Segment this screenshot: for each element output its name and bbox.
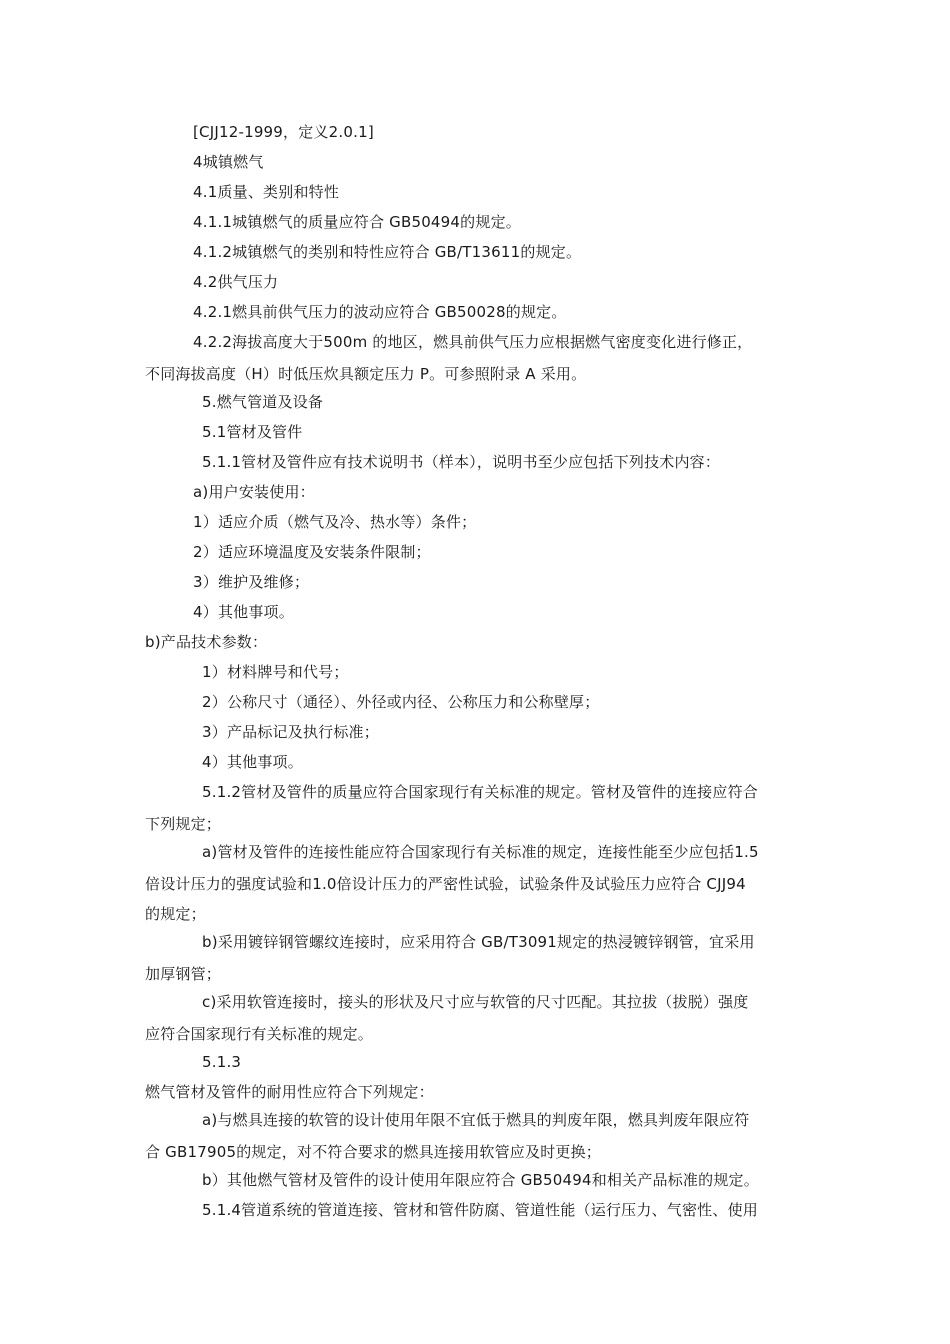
text-line: 加厚钢管； [145, 965, 222, 983]
text-line: a)管材及管件的连接性能应符合国家现行有关标准的规定，连接性能至少应包括1.5 [202, 843, 759, 861]
text-line: c)采用软管连接时，接头的形状及尺寸应与软管的尺寸匹配。其拉拔（拔脱）强度 [202, 993, 749, 1011]
list-item: 1）适应介质（燃气及冷、热水等）条件； [193, 513, 477, 531]
list-item: 1）材料牌号和代号； [202, 663, 349, 681]
text-line: 不同海拔高度（H）时低压炊具额定压力 P。可参照附录 A 采用。 [145, 365, 587, 383]
text-line: 5.1.2管材及管件的质量应符合国家现行有关标准的规定。管材及管件的连接应符合 [202, 783, 758, 801]
text-line: b）其他燃气管材及管件的设计使用年限应符合 GB50494和相关产品标准的规定。 [202, 1171, 759, 1189]
text-line: 的规定； [145, 905, 206, 923]
list-item: 4）其他事项。 [202, 753, 303, 771]
section-heading: 4.1质量、类别和特性 [193, 183, 340, 201]
list-item: 3）产品标记及执行标准； [202, 723, 379, 741]
text-line: a)与燃具连接的软管的设计使用年限不宜低于燃具的判废年限，燃具判废年限应符 [202, 1111, 750, 1129]
list-item: 2）公称尺寸（通径）、外径或内径、公称压力和公称壁厚； [202, 693, 600, 711]
text-line: 合 GB17905的规定，对不符合要求的燃具连接用软管应及时更换； [145, 1143, 602, 1161]
list-item: a)用户安装使用： [193, 483, 315, 501]
list-item: 4）其他事项。 [193, 603, 294, 621]
text-line: 4.1.1城镇燃气的质量应符合 GB50494的规定。 [193, 213, 521, 231]
section-heading: 5.1.3 [202, 1053, 242, 1071]
text-line: b)采用镀锌钢管螺纹连接时，应采用符合 GB/T3091规定的热浸镀锌钢管，宜采用 [202, 933, 755, 951]
list-item: b)产品技术参数： [145, 633, 268, 651]
section-heading: 4城镇燃气 [193, 153, 264, 171]
list-item: 2）适应环境温度及安装条件限制； [193, 543, 431, 561]
text-line: 下列规定； [145, 815, 222, 833]
text-line: 4.2.1燃具前供气压力的波动应符合 GB50028的规定。 [193, 303, 567, 321]
text-line: 5.1.1管材及管件应有技术说明书（样本），说明书至少应包括下列技术内容： [202, 453, 721, 471]
text-line: 燃气管材及管件的耐用性应符合下列规定： [145, 1083, 434, 1101]
text-line: 应符合国家现行有关标准的规定。 [145, 1025, 374, 1043]
text-line: 5.1.4管道系统的管道连接、管材和管件防腐、管道性能（运行压力、气密性、使用 [202, 1201, 758, 1219]
list-item: 3）维护及维修； [193, 573, 310, 591]
section-heading: 4.2供气压力 [193, 273, 279, 291]
section-heading: 5.燃气管道及设备 [202, 393, 324, 411]
section-heading: 5.1管材及管件 [202, 423, 303, 441]
text-line: 4.2.2海拔高度大于500m 的地区，燃具前供气压力应根据燃气密度变化进行修正， [193, 333, 753, 351]
text-line: 4.1.2城镇燃气的类别和特性应符合 GB/T13611的规定。 [193, 243, 582, 261]
text-line: [CJJ12-1999，定义2.0.1] [193, 123, 374, 141]
text-line: 倍设计压力的强度试验和1.0倍设计压力的严密性试验，试验条件及试验压力应符合 CJJ94 [145, 875, 746, 893]
